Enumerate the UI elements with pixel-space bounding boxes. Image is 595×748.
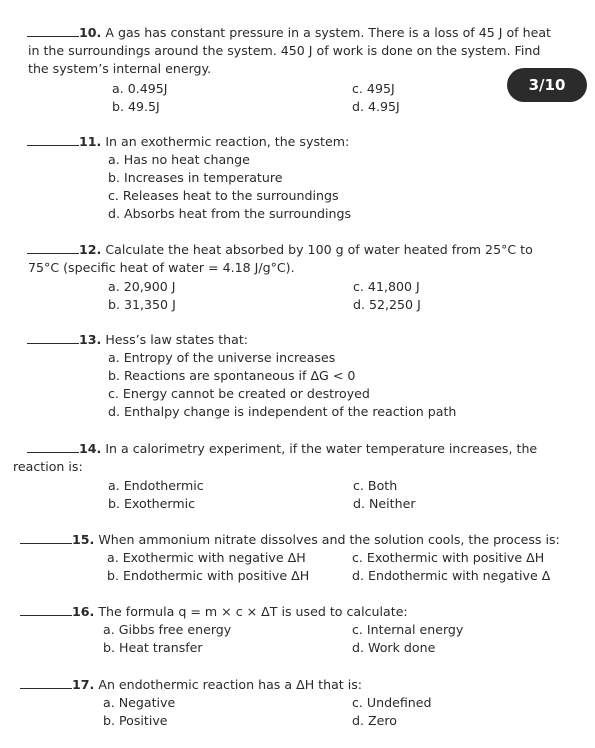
- question-text-line: An endothermic reaction has a ΔH that is:: [98, 677, 363, 692]
- question-text-line: When ammonium nitrate dissolves and the solution cools, the process is:: [98, 532, 560, 547]
- choice-b: b. Heat transfer: [103, 640, 203, 655]
- choice-b: b. Endothermic with positive ΔH: [107, 568, 310, 583]
- choice-b: b. Exothermic: [108, 496, 196, 511]
- choice-d: d. Endothermic with negative Δ: [352, 568, 551, 583]
- answer-blank[interactable]: [20, 603, 72, 616]
- question-text-line: In an exothermic reaction, the system:: [105, 134, 350, 149]
- choice-c: c. 495J: [352, 81, 395, 96]
- question-stem: [27, 241, 533, 259]
- question-text-line: in the surroundings around the system. 450 J of work is done on the system. Find: [28, 43, 541, 58]
- choice-b: b. Positive: [103, 713, 168, 728]
- choice-d: d. 4.95J: [352, 99, 400, 114]
- choice-c: c. Internal energy: [352, 622, 464, 637]
- choice-c: c. Exothermic with positive ΔH: [352, 550, 545, 565]
- choice-c: c. Energy cannot be created or destroyed: [108, 386, 370, 401]
- choice-a: a. Entropy of the universe increases: [108, 350, 336, 365]
- choice-b: b. Reactions are spontaneous if ΔG < 0: [108, 368, 356, 383]
- question-stem: [27, 331, 248, 349]
- question-stem: [20, 531, 560, 549]
- question-number: 16.: [72, 604, 95, 619]
- question-stem: [27, 133, 349, 151]
- question-number: 14.: [79, 441, 102, 456]
- answer-blank[interactable]: [27, 241, 79, 254]
- choice-a: a. Gibbs free energy: [103, 622, 232, 637]
- question-text-line: Hess’s law states that:: [105, 332, 249, 347]
- question-number: 10.: [79, 25, 102, 40]
- choice-a: a. 20,900 J: [108, 279, 176, 294]
- choice-b: b. 31,350 J: [108, 297, 176, 312]
- choice-d: d. Neither: [353, 496, 416, 511]
- choice-c: c. Both: [353, 478, 398, 493]
- question-text-line: A gas has constant pressure in a system. There is a loss of 45 J of heat: [105, 25, 551, 40]
- choice-c: c. Undefined: [352, 695, 432, 710]
- question-stem: [20, 676, 362, 694]
- choice-d: d. Work done: [352, 640, 436, 655]
- choice-a: a. 0.495J: [112, 81, 168, 96]
- choice-d: d. Zero: [352, 713, 397, 728]
- question-text-line: the system’s internal energy.: [28, 61, 212, 76]
- question-stem: [27, 24, 551, 42]
- question-text-line: The formula q = m × c × ΔT is used to calculate:: [98, 604, 408, 619]
- question-number: 17.: [72, 677, 95, 692]
- question-text-line: In a calorimetry experiment, if the water temperature increases, the: [105, 441, 538, 456]
- answer-blank[interactable]: [20, 531, 72, 544]
- question-stem: [20, 603, 408, 621]
- answer-blank[interactable]: [27, 24, 79, 37]
- choice-c: c. Releases heat to the surroundings: [108, 188, 339, 203]
- choice-a: a. Endothermic: [108, 478, 204, 493]
- answer-blank[interactable]: [27, 440, 79, 453]
- question-number: 15.: [72, 532, 95, 547]
- choice-a: a. Has no heat change: [108, 152, 250, 167]
- question-number: 11.: [79, 134, 102, 149]
- answer-blank[interactable]: [27, 331, 79, 344]
- answer-blank[interactable]: [27, 133, 79, 146]
- choice-d: d. Enthalpy change is independent of the reaction path: [108, 404, 457, 419]
- question-number: 13.: [79, 332, 102, 347]
- choice-b: b. Increases in temperature: [108, 170, 283, 185]
- question-stem: [27, 440, 537, 458]
- question-text-line: reaction is:: [13, 459, 83, 474]
- question-text-line: Calculate the heat absorbed by 100 g of water heated from 25°C to: [105, 242, 533, 257]
- choice-a: a. Exothermic with negative ΔH: [107, 550, 306, 565]
- choice-c: c. 41,800 J: [353, 279, 420, 294]
- choice-d: d. 52,250 J: [353, 297, 421, 312]
- question-text-line: 75°C (specific heat of water = 4.18 J/g°C).: [28, 260, 295, 275]
- answer-blank[interactable]: [20, 676, 72, 689]
- choice-d: d. Absorbs heat from the surroundings: [108, 206, 352, 221]
- page-indicator-badge: 3/10: [507, 68, 587, 102]
- choice-b: b. 49.5J: [112, 99, 160, 114]
- choice-a: a. Negative: [103, 695, 176, 710]
- question-number: 12.: [79, 242, 102, 257]
